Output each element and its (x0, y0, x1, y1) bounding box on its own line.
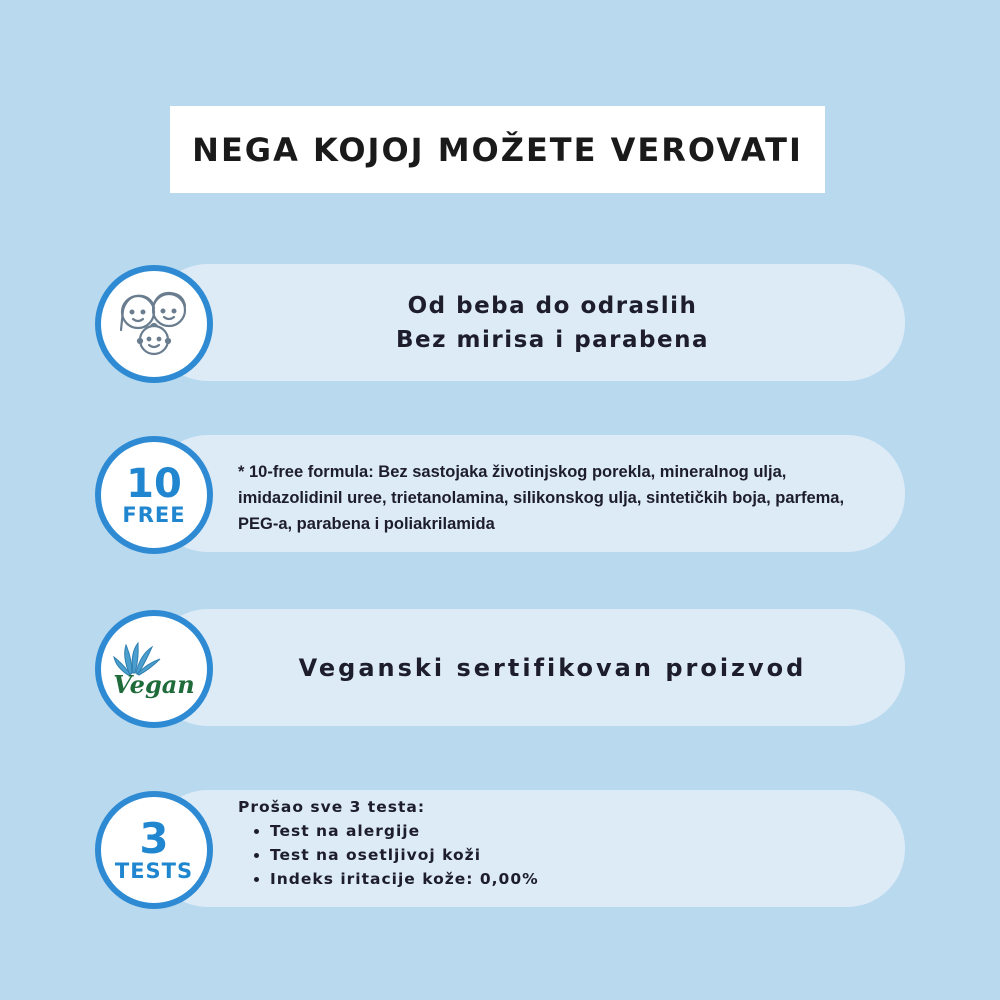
badge-number: 3 (139, 814, 169, 863)
three-tests-icon (95, 791, 213, 909)
feature-line: Bez mirisa i parabena (395, 326, 709, 353)
feature-text-10-free: * 10-free formula: Bez sastojaka životinjskog porekla, mineralnog ulja, imidazolidinil uree, trietanolamina, silikonskog ulja, sintetičkih boja, parfema, PEG-a, parabena i poliakrilamida (238, 463, 845, 533)
list-item: • Test na alergije (270, 819, 838, 843)
feature-line: Veganski sertifikovan proizvod (298, 653, 807, 682)
feature-text-vegan (200, 609, 905, 726)
badge-word: FREE (122, 503, 186, 527)
feature-text-tests (238, 795, 838, 891)
tests-heading: Prošao sve 3 testa: (238, 798, 426, 816)
feature-text-ages (200, 264, 905, 381)
badge-word: TESTS (114, 859, 194, 883)
tests-list (238, 819, 838, 891)
family-faces-icon (95, 265, 213, 383)
feature-line: Od beba do odraslih (407, 292, 698, 319)
title-banner (170, 106, 825, 193)
list-item: • Indeks iritacije kože: 0,00% (270, 867, 838, 891)
vegan-logo-text: Vegan (113, 670, 195, 699)
badge-number: 10 (126, 461, 182, 507)
vegan-logo-icon (95, 610, 213, 728)
list-item: • Test na osetljivoj koži (270, 843, 838, 867)
page-title: NEGA KOJOJ MOŽETE VEROVATI (192, 130, 803, 169)
ten-free-icon (95, 436, 213, 554)
